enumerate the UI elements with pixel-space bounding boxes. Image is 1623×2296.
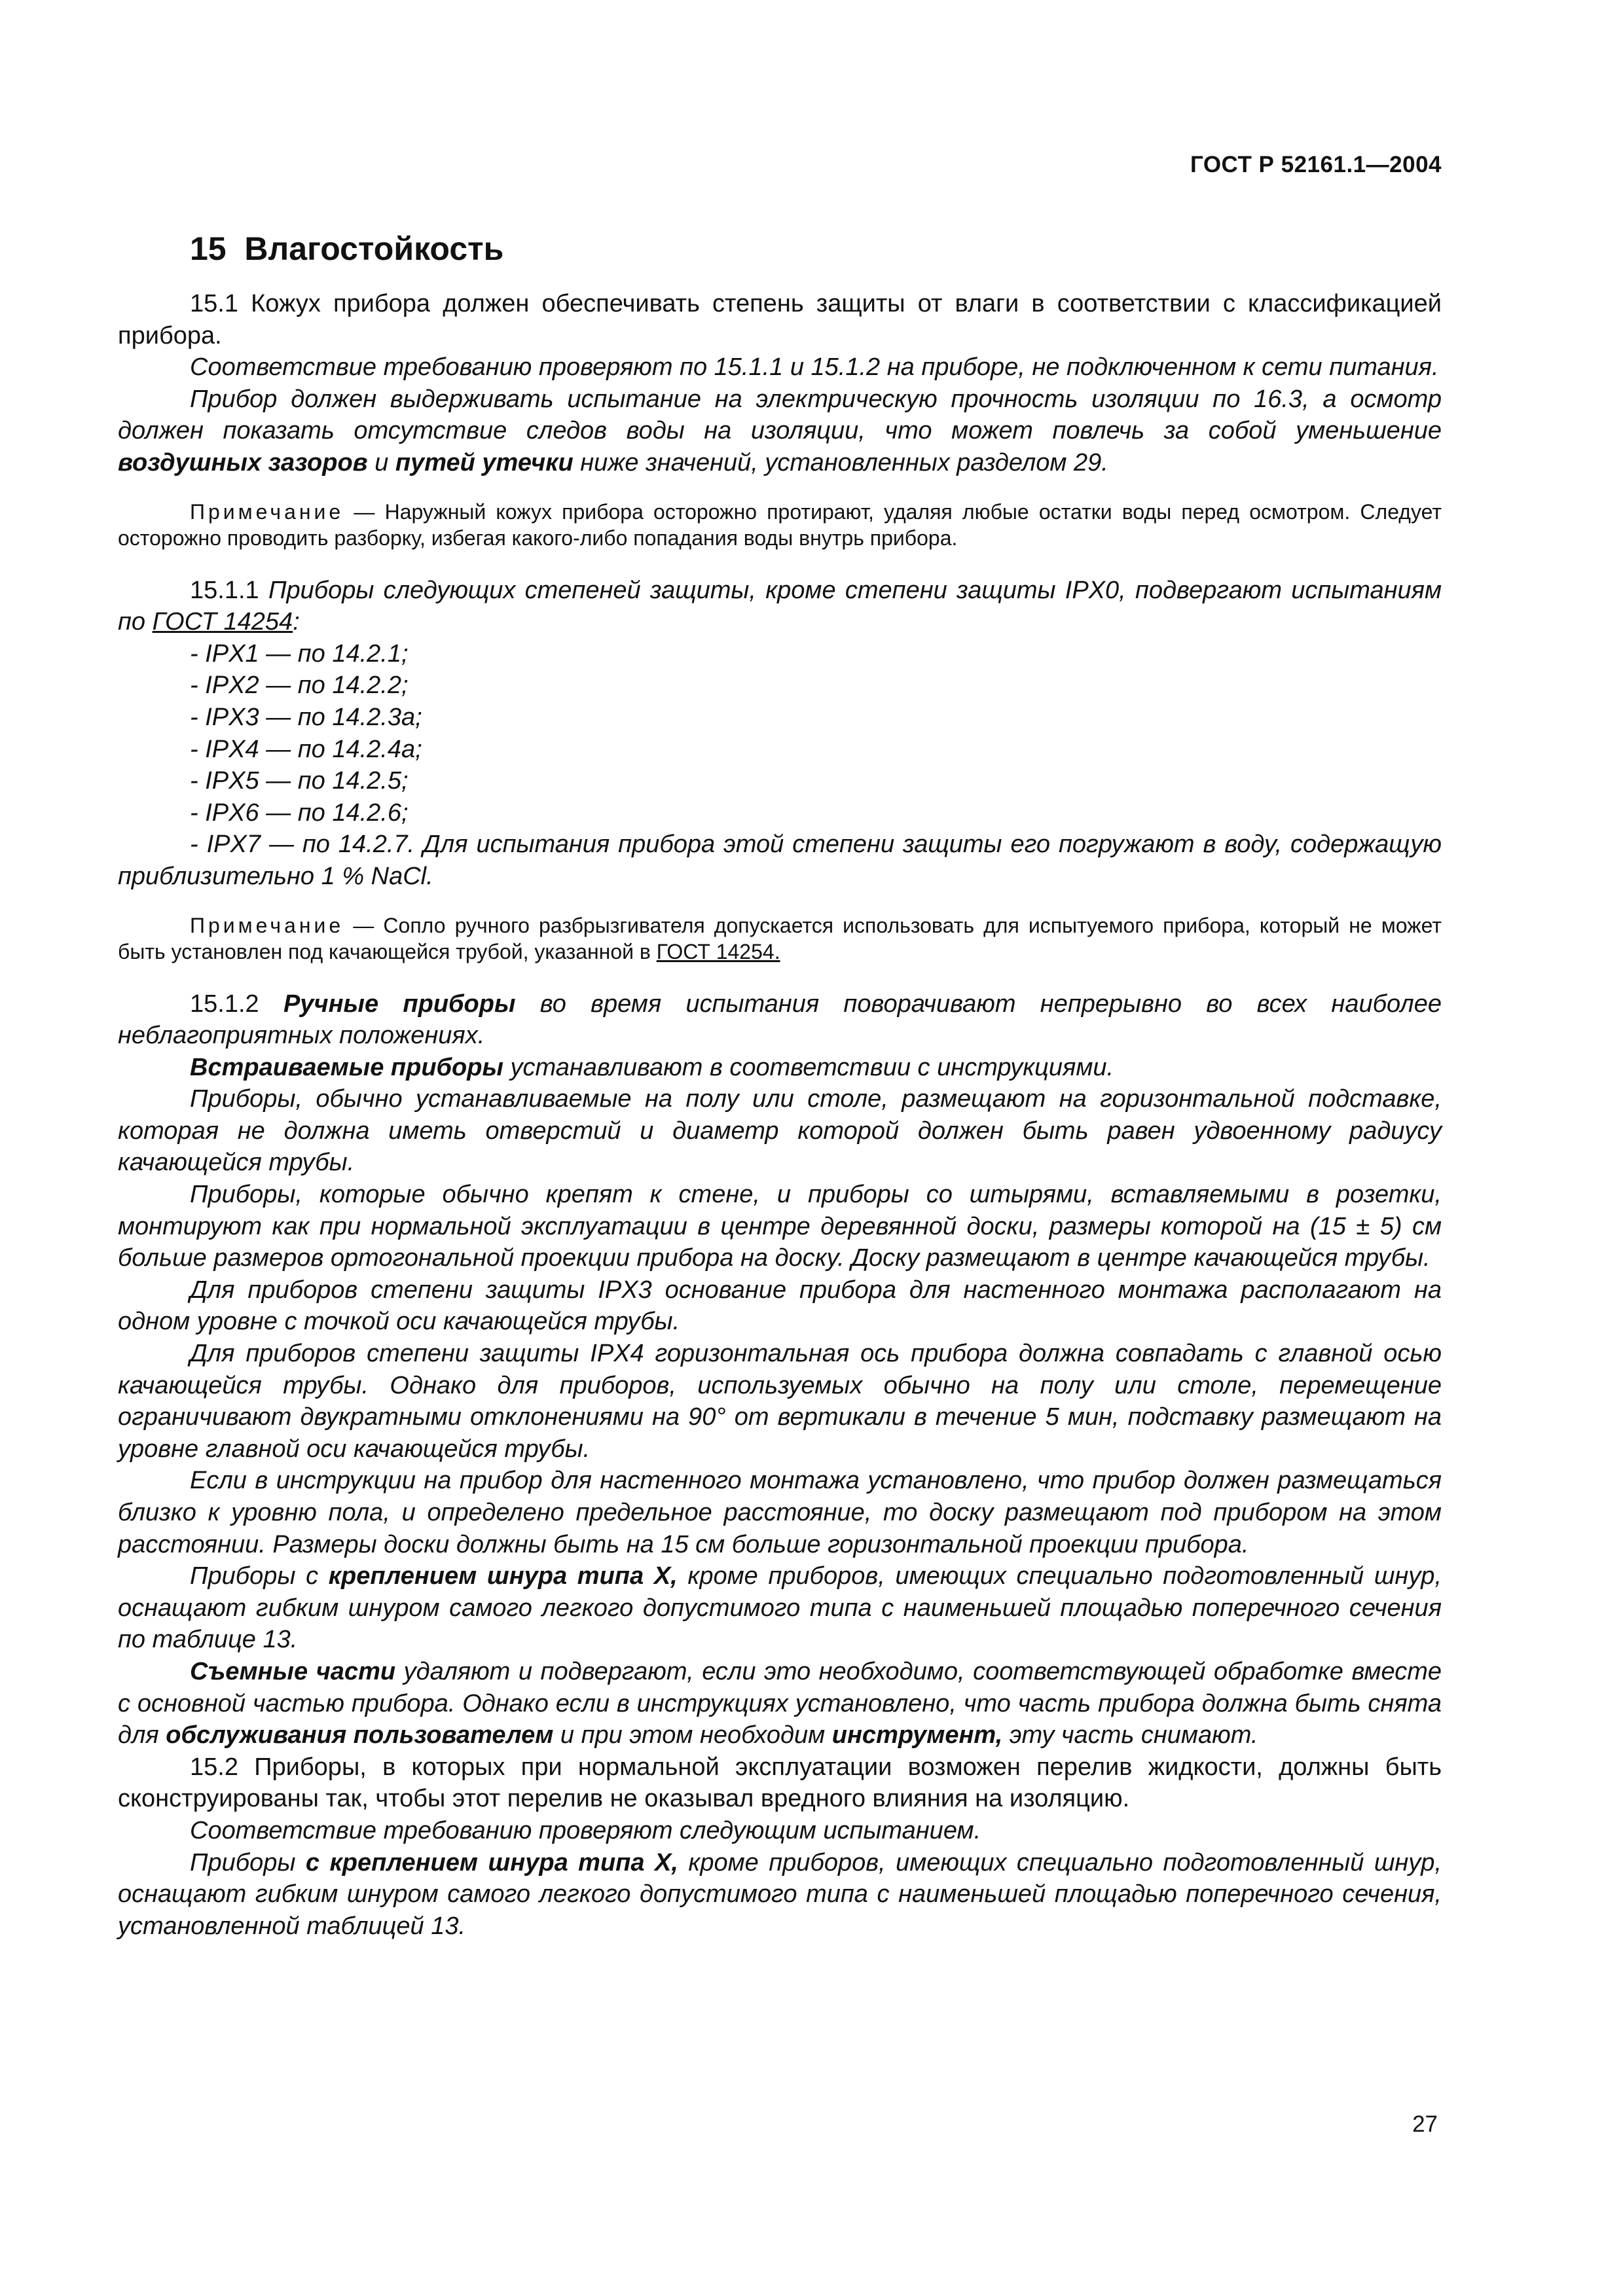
text-run: эту часть снимают. [1009, 1721, 1258, 1749]
text-run: ниже значений, установленных разделом 29. [580, 448, 1108, 476]
note-label: Примечание [190, 499, 344, 524]
text-run: Приборы [190, 1848, 296, 1876]
list-item: - IPX7 — по 14.2.7. Для испытания прибора этой степени защиты его погружают в воду, содержащую приблизительно 1 % NaCl. [118, 831, 1442, 890]
page-number: 27 [1412, 2111, 1438, 2137]
compliance-check-15-2: Соответствие требованию проверяют следующим испытанием. [190, 1816, 981, 1844]
note-text: — Наружный кожух прибора осторожно протирают, удаляя любые остатки воды перед осмотром. Следует осторожно проводить разборку, избегая какого-либо попадания воды внутрь прибора. [118, 499, 1442, 550]
text-run: и [374, 448, 389, 476]
term-creepage: путей утечки [395, 448, 574, 476]
term-tool: инструмент, [831, 1721, 1003, 1749]
text-run: Прибор должен выдерживать испытание на электрическую прочность изоляции по 16.3, а осмотр должен показать отсутствие следов воды на изоляции, что может повлечь за собой уменьшение [118, 385, 1442, 445]
text-run: и при этом необходим [560, 1721, 826, 1749]
document-id: ГОСТ Р 52161.1—2004 [1190, 152, 1442, 177]
term-type-x-attachment: с креплением шнура типа X, [305, 1848, 678, 1876]
clause-15-1-2 [118, 988, 1442, 1052]
clause-15-2 [118, 1751, 1442, 1815]
list-item: - IPX2 — по 14.2.2; [190, 672, 409, 700]
type-x-cord-paragraph [118, 1560, 1442, 1656]
clause-number: 15.1.2 [190, 990, 259, 1018]
clause-15-1-1 [118, 575, 1442, 638]
text-run: устанавливают в соответствии с инструкциями. [510, 1053, 1114, 1081]
clause-text: во время испытания поворачивают непрерывно во всех наиболее неблагоприятных положениях. [118, 990, 1442, 1050]
clause-15-1-test [118, 384, 1442, 479]
list-item: - IPX1 — по 14.2.1; [190, 639, 409, 668]
clause-15-1 [118, 288, 1442, 351]
wall-mount-instructions-paragraph: Если в инструкции на прибор для настенного монтажа установлено, что прибор должен размещаться близко к уровню пола, и определено предельное расстояние, то доску размещают под прибором на этом расстоянии. Размеры доски должны быть на 15 см больше горизонтальной проекции прибора. [118, 1467, 1442, 1558]
standard-link[interactable]: ГОСТ 14254 [152, 608, 293, 636]
type-x-cord-paragraph-15-2 [118, 1847, 1442, 1943]
term-user-maintenance: обслуживания пользователем [166, 1721, 554, 1749]
section-title-text: Влагостойкость [244, 230, 504, 267]
ip-test-list [118, 638, 1442, 893]
clause-number: 15.2 [190, 1753, 238, 1781]
list-item: - IPX5 — по 14.2.5; [190, 767, 409, 795]
clause-number: 15.1.1 [190, 576, 259, 604]
list-item: - IPX6 — по 14.2.6; [190, 798, 409, 827]
term-clearances: воздушных зазоров [118, 448, 368, 476]
floor-appliances-paragraph: Приборы, обычно устанавливаемые на полу или столе, размещают на горизонтальной подставке, которая не должна иметь отверстий и диаметр которой должен быть равен удвоенному радиусу качающейся трубы. [118, 1085, 1442, 1177]
section-number: 15 [190, 230, 227, 267]
note-2 [118, 912, 1442, 965]
text-run: кроме приборов, имеющих специально подготовленный шнур, оснащают гибким шнуром самого легкого допустимого типа с наименьшей площадью поперечного сечения, установленной таблицей 13. [118, 1848, 1442, 1940]
built-in-appliances-paragraph [118, 1052, 1442, 1084]
note-1 [118, 499, 1442, 551]
list-item: - IPX3 — по 14.2.3а; [190, 703, 422, 731]
ipx3-paragraph: Для приборов степени защиты IPX3 основание прибора для настенного монтажа располагают на одном уровне с точкой оси качающейся трубы. [118, 1276, 1442, 1336]
clause-text: Приборы, в которых при нормальной эксплуатации возможен перелив жидкости, должны быть сконструированы так, чтобы этот перелив не оказывал вредного влияния на изоляцию. [118, 1753, 1442, 1813]
clause-text: Приборы следующих степеней защиты, кроме степени защиты IPX0, подвергают испытаниям по [118, 576, 1442, 636]
note-text: — Сопло ручного разбрызгивателя допускается использовать для испытуемого прибора, который не может быть установлен под качающейся трубой, указанной в [118, 913, 1442, 963]
clause-text: Кожух прибора должен обеспечивать степень защиты от влаги в соответствии с классификацией прибора. [118, 290, 1442, 350]
term-type-x-attachment: креплением шнура типа X, [328, 1562, 678, 1590]
term-portable-appliances: Ручные приборы [283, 990, 516, 1018]
section-title [190, 230, 503, 268]
document-body [118, 288, 1442, 1942]
list-item: - IPX4 — по 14.2.4а; [190, 735, 422, 763]
compliance-check-15-1: Соответствие требованию проверяют по 15.1.1 и 15.1.2 на приборе, не подключенном к сети питания. [190, 353, 1439, 382]
term-built-in-appliances: Встраиваемые приборы [190, 1053, 503, 1081]
removable-parts-paragraph [118, 1656, 1442, 1751]
text-run: кроме приборов, имеющих специально подготовленный шнур, оснащают гибким шнуром самого легкого допустимого типа с наименьшей площадью поперечного сечения по таблице 13. [118, 1562, 1442, 1654]
punctuation: : [293, 608, 300, 636]
clause-number: 15.1 [190, 290, 238, 317]
ipx4-paragraph: Для приборов степени защиты IPX4 горизонтальная ось прибора должна совпадать с главной осью качающейся трубы. Однако для приборов, используемых обычно на полу или столе, перемещение ограничивают двукратными отклонениями на 90° от вертикали в течение 5 мин, подставку размещают на уровне главной оси качающейся трубы. [118, 1340, 1442, 1463]
wall-appliances-paragraph: Приборы, которые обычно крепят к стене, и приборы со штырями, вставляемыми в розетки, монтируют как при нормальной эксплуатации в центре деревянной доски, размеры которой на (15 ± 5) см больше размеров ортогональной проекции прибора на доску. Доску размещают в центре качающейся трубы. [118, 1181, 1442, 1272]
term-detachable-parts: Съемные части [190, 1657, 396, 1685]
text-run: Приборы с [190, 1562, 319, 1590]
text-run: удаляют и подвергают, если это необходимо, соответствующей обработке вместе с основной частью прибора. Однако если в инструкциях установлено, что часть прибора должна быть снята для [118, 1657, 1442, 1749]
standard-link[interactable]: ГОСТ 14254. [656, 939, 780, 963]
note-label: Примечание [190, 913, 344, 937]
